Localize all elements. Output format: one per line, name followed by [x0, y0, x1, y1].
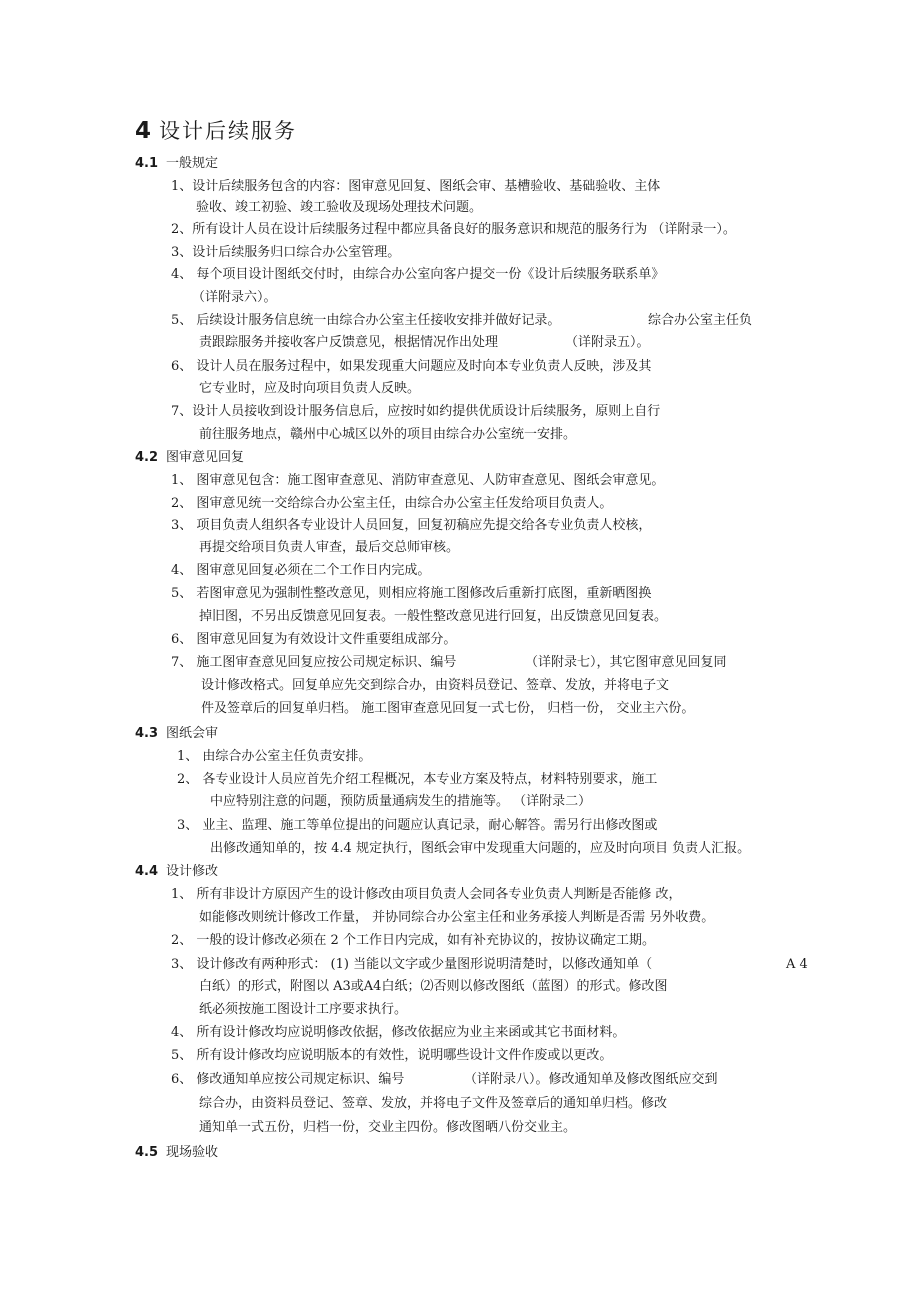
text-line: 5、 若图审意见为强制性整改意见，则相应将施工图修改后重新打底图，重新晒图换	[171, 586, 652, 601]
text-line: 5、 后续设计服务信息统一由综合办公室主任接收安排并做好记录。	[171, 313, 561, 328]
text-line: 出修改通知单的，按 4.4 规定执行，图纸会审中发现重大问题的，应及时向项目 负责人汇报。	[210, 841, 751, 856]
chapter-number: 4	[135, 118, 152, 144]
text-line: 4、 图审意见回复必须在二个工作日内完成。	[171, 563, 431, 578]
text-line: 设计修改格式。回复单应先交到综合办，由资料员登记、签章、发放，并将电子文	[201, 678, 670, 693]
text-line: 白纸）的形式，附图以 A3或A4白纸；⑵否则以修改图纸（蓝图）的形式。修改图	[199, 979, 668, 994]
text-line: 它专业时，应及时向项目负责人反映。	[199, 381, 421, 396]
text-line: 中应特别注意的问题，预防质量通病发生的措施等。 （详附录二）	[210, 794, 592, 809]
text-line: 2、所有设计人员在设计后续服务过程中都应具备良好的服务意识和规范的服务行为 （详附录一）。	[171, 222, 736, 237]
chapter-title: 设计后续服务	[159, 119, 298, 143]
text-line: 1、设计后续服务包含的内容：图审意见回复、图纸会审、基槽验收、基础验收、主体	[171, 179, 661, 194]
text-line: 掉旧图，不另出反馈意见回复表。一般性整改意见进行回复，出反馈意见回复表。	[199, 609, 668, 624]
section-number: 4.4	[135, 864, 159, 879]
text-line: 3、 项目负责人组织各专业设计人员回复，回复初稿应先提交给各专业负责人校核，	[171, 518, 652, 533]
text-line: A 4	[786, 957, 808, 972]
section-number: 4.3	[135, 726, 159, 741]
text-line: （详附录八）。修改通知单及修改图纸应交到	[464, 1072, 718, 1087]
text-line: 1、 图审意见包含：施工图审查意见、消防审查意见、人防审查意见、图纸会审意见。	[171, 473, 665, 488]
section-title: 设计修改	[166, 864, 219, 879]
text-line: 7、 施工图审查意见回复应按公司规定标识、编号	[171, 655, 457, 670]
text-line: （详附录五）。	[565, 335, 650, 350]
text-line: 3、 设计修改有两种形式： (1) 当能以文字或少量图形说明清楚时，以修改通知单（	[171, 957, 653, 972]
section-title: 现场验收	[166, 1145, 219, 1160]
section-heading	[135, 450, 244, 466]
section-title: 图审意见回复	[166, 450, 245, 465]
text-line: 2、 各专业设计人员应首先介绍工程概况，本专业方案及特点，材料特别要求，施工	[177, 772, 658, 787]
section-number: 4.5	[135, 1145, 159, 1160]
text-line: 3、设计后续服务归口综合办公室管理。	[171, 245, 401, 260]
text-line: 件及签章后的回复单归档。 施工图审查意见回复一式七份， 归档一份， 交业主六份。	[201, 701, 695, 716]
text-line: 前往服务地点，赣州中心城区以外的项目由综合办公室统一安排。	[199, 427, 577, 442]
text-line: （详附录七），其它图审意见回复同	[525, 655, 727, 670]
text-line: 6、 设计人员在服务过程中，如果发现重大问题应及时向本专业负责人反映，涉及其	[171, 359, 652, 374]
section-heading	[135, 864, 218, 880]
text-line: 4、 每个项目设计图纸交付时，由综合办公室向客户提交一份《设计后续服务联系单》	[171, 267, 665, 282]
text-line: 3、 业主、监理、施工等单位提出的问题应认真记录，耐心解答。需另行出修改图或	[177, 818, 658, 833]
text-line: 综合办公室主任负	[648, 313, 753, 328]
text-line: 4、 所有设计修改均应说明修改依据，修改依据应为业主来函或其它书面材料。	[171, 1025, 626, 1040]
text-line: 如能修改则统计修改工作量， 并协同综合办公室主任和业务承接人判断是否需 另外收费。	[199, 910, 715, 925]
text-line: 6、 修改通知单应按公司规定标识、编号	[171, 1072, 405, 1087]
section-heading	[135, 156, 218, 172]
text-line: 1、 所有非设计方原因产生的设计修改由项目负责人会同各专业负责人判断是否能修 改，	[171, 887, 682, 902]
text-line: 责跟踪服务并接收客户反馈意见，根据情况作出处理	[199, 335, 499, 350]
section-number: 4.2	[135, 450, 159, 465]
text-line: 1、 由综合办公室主任负责安排。	[177, 749, 372, 764]
text-line: 5、 所有设计修改均应说明版本的有效性，说明哪些设计文件作废或以更改。	[171, 1048, 613, 1063]
chapter-heading	[135, 118, 297, 144]
text-line: （详附录六）。	[192, 290, 277, 305]
text-line: 通知单一式五份，归档一份，交业主四份。修改图晒八份交业主。	[199, 1120, 577, 1135]
text-line: 2、 一般的设计修改必须在 2 个工作日内完成，如有补充协议的，按协议确定工期。	[171, 933, 655, 948]
section-title: 一般规定	[166, 156, 219, 171]
text-line: 2、 图审意见统一交给综合办公室主任，由综合办公室主任发给项目负责人。	[171, 496, 613, 511]
text-line: 纸必须按施工图设计工序要求执行。	[199, 1002, 408, 1017]
text-line: 6、 图审意见回复为有效设计文件重要组成部分。	[171, 632, 457, 647]
text-line: 综合办，由资料员登记、签章、发放，并将电子文件及签章后的通知单归档。修改	[199, 1096, 668, 1111]
section-heading	[135, 726, 218, 742]
text-line: 7、设计人员接收到设计服务信息后，应按时如约提供优质设计后续服务，原则上自行	[171, 404, 661, 419]
section-number: 4.1	[135, 156, 159, 171]
section-title: 图纸会审	[166, 726, 219, 741]
section-heading	[135, 1145, 218, 1161]
text-line: 验收、竣工初验、竣工验收及现场处理技术问题。	[196, 200, 483, 215]
text-line: 再提交给项目负责人审查，最后交总师审核。	[199, 540, 460, 555]
